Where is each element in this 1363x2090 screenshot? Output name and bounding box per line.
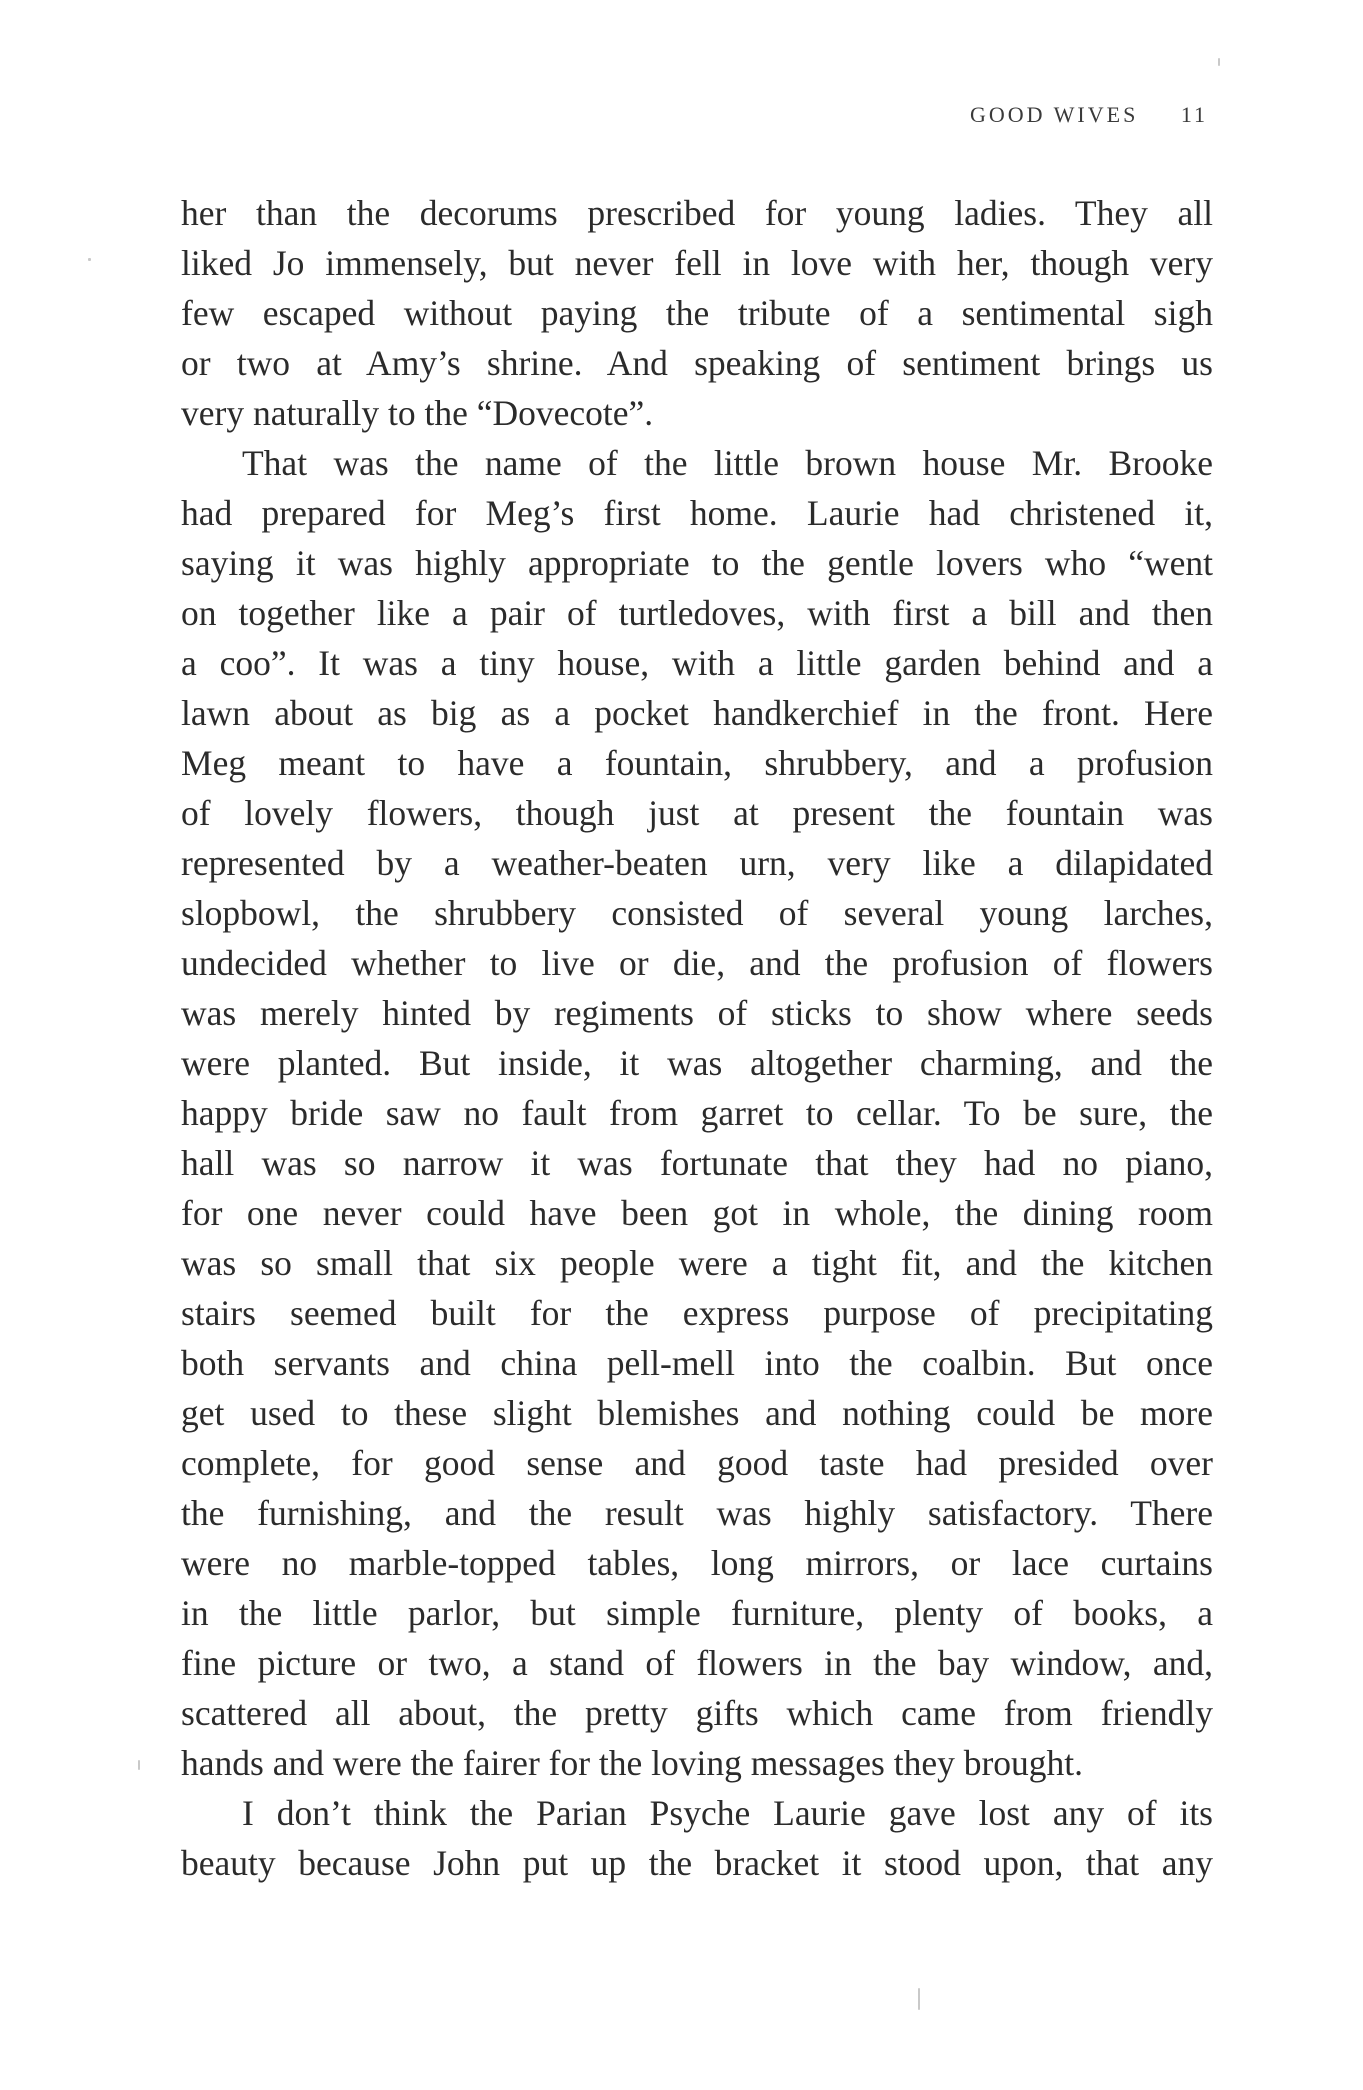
text-line: the furnishing, and the result was highly satisfactory. There (181, 1493, 1213, 1533)
text-line: was merely hinted by regiments of sticks to show where seeds (181, 993, 1213, 1033)
text-line: fine picture or two, a stand of flowers in the bay window, and, (181, 1643, 1213, 1683)
text-line: scattered all about, the pretty gifts which came from friendly (181, 1693, 1213, 1733)
text-line: was so small that six people were a tight fit, and the kitchen (181, 1243, 1213, 1283)
scan-speck (1218, 58, 1220, 66)
text-line: very naturally to the “Dovecote”. (181, 393, 654, 433)
text-line: represented by a weather-beaten urn, very like a dilapidated (181, 843, 1213, 883)
text-line: hall was so narrow it was fortunate that they had no piano, (181, 1143, 1213, 1183)
text-line: had prepared for Meg’s first home. Laurie had christened it, (181, 493, 1213, 533)
scan-speck (918, 1988, 920, 2010)
text-line: get used to these slight blemishes and nothing could be more (181, 1393, 1213, 1433)
text-line: That was the name of the little brown house Mr. Brooke (242, 443, 1213, 483)
page-number: 11 (1180, 102, 1208, 127)
text-line: undecided whether to live or die, and the profusion of flowers (181, 943, 1213, 983)
text-line: lawn about as big as a pocket handkerchief in the front. Here (181, 693, 1213, 733)
paragraph (181, 188, 1213, 438)
text-line: liked Jo immensely, but never fell in love with her, though very (181, 243, 1213, 283)
text-line: few escaped without paying the tribute of a sentimental sigh (181, 293, 1213, 333)
text-line: hands and were the fairer for the loving messages they brought. (181, 1743, 1084, 1783)
scan-speck (88, 258, 91, 261)
text-line: or two at Amy’s shrine. And speaking of sentiment brings us (181, 343, 1213, 383)
text-line: stairs seemed built for the express purpose of precipitating (181, 1293, 1213, 1333)
book-title: GOOD WIVES (970, 102, 1139, 127)
text-line: saying it was highly appropriate to the gentle lovers who “went (181, 543, 1213, 583)
body-text (181, 188, 1213, 1888)
text-line: beauty because John put up the bracket it stood upon, that any (181, 1843, 1213, 1883)
text-line: of lovely flowers, though just at present the fountain was (181, 793, 1213, 833)
text-line: I don’t think the Parian Psyche Laurie gave lost any of its (242, 1793, 1213, 1833)
text-line: slopbowl, the shrubbery consisted of several young larches, (181, 893, 1213, 933)
text-line: were no marble-topped tables, long mirrors, or lace curtains (181, 1543, 1213, 1583)
running-head (970, 102, 1208, 128)
text-line: happy bride saw no fault from garret to cellar. To be sure, the (181, 1093, 1213, 1133)
paragraph (181, 438, 1213, 1788)
text-line: her than the decorums prescribed for young ladies. They all (181, 193, 1213, 233)
text-line: were planted. But inside, it was altogether charming, and the (181, 1043, 1213, 1083)
text-line: a coo”. It was a tiny house, with a little garden behind and a (181, 643, 1213, 683)
paragraph (181, 1788, 1213, 1888)
text-line: for one never could have been got in whole, the dining room (181, 1193, 1213, 1233)
text-line: Meg meant to have a fountain, shrubbery, and a profusion (181, 743, 1213, 783)
text-line: both servants and china pell-mell into the coalbin. But once (181, 1343, 1213, 1383)
scan-speck (138, 1760, 140, 1770)
text-line: in the little parlor, but simple furniture, plenty of books, a (181, 1593, 1213, 1633)
text-line: complete, for good sense and good taste had presided over (181, 1443, 1213, 1483)
text-line: on together like a pair of turtledoves, with first a bill and then (181, 593, 1213, 633)
